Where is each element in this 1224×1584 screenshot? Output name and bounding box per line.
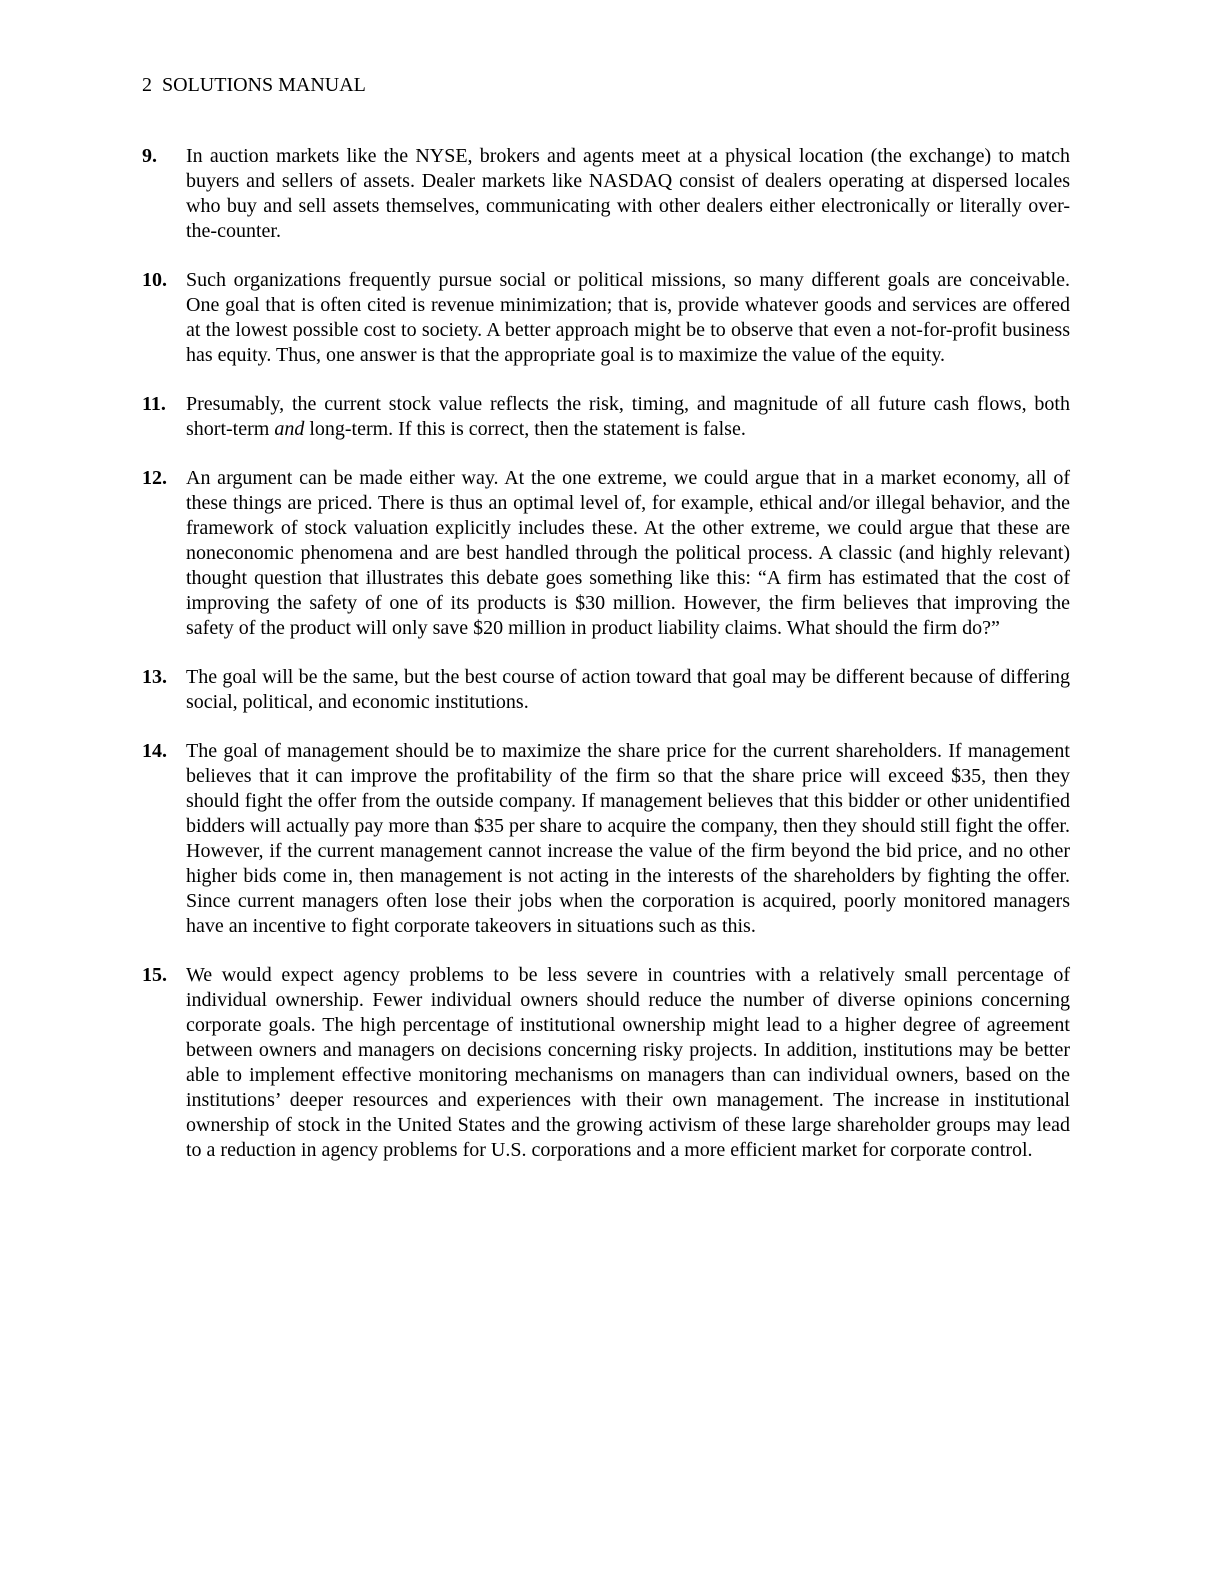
- answer-text-part: Presumably, the current stock value reflects the risk, timing, and magnitude of all future cash flows, both short-term: [186, 393, 1070, 440]
- answer-item: [142, 144, 1070, 244]
- answer-text: An argument can be made either way. At the one extreme, we could argue that in a market economy, all of these things are priced. There is thus an optimal level of, for example, ethical and/or illegal behavior, and the framework of stock valuation explicitly includes these. At the other extreme, we could argue that these are noneconomic phenomena and are best handled through the political process. A classic (and highly relevant) thought question that illustrates this debate goes something like this: “A firm has estimated that the cost of improving the safety of one of its products is $30 million. However, the firm believes that improving the safety of the product will only save $20 million in product liability claims. What should the firm do?”: [186, 467, 1070, 639]
- answer-item: [142, 466, 1070, 641]
- answer-number: 13.: [142, 666, 167, 688]
- answer-text: The goal will be the same, but the best course of action toward that goal may be different because of differing social, political, and economic institutions.: [186, 666, 1070, 713]
- running-title: SOLUTIONS MANUAL: [162, 74, 366, 96]
- answer-text: In auction markets like the NYSE, brokers and agents meet at a physical location (the exchange) to match buyers and sellers of assets. Dealer markets like NASDAQ consist of dealers operating at dispersed locales who buy and sell assets themselves, communicating with other dealers either electronically or literally over-the-counter.: [186, 145, 1070, 242]
- page-number: 2: [142, 74, 152, 96]
- answer-text: The goal of management should be to maximize the share price for the current shareholders. If management believes that it can improve the profitability of the firm so that the share price will exceed $35, then they should fight the offer from the outside company. If management believes that this bidder or other unidentified bidders will actually pay more than $35 per share to acquire the company, then they should still fight the offer. However, if the current management cannot increase the value of the firm beyond the bid price, and no other higher bids come in, then management is not acting in the interests of the shareholders by fighting the offer. Since current managers often lose their jobs when the corporation is acquired, poorly monitored managers have an incentive to fight corporate takeovers in situations such as this.: [186, 740, 1070, 937]
- answer-text: Such organizations frequently pursue social or political missions, so many different goals are conceivable. One goal that is often cited is revenue minimization; that is, provide whatever goods and services are offered at the lowest possible cost to society. A better approach might be to observe that even a not-for-profit business has equity. Thus, one answer is that the appropriate goal is to maximize the value of the equity.: [186, 269, 1070, 366]
- answer-number: 14.: [142, 740, 167, 762]
- answer-text: We would expect agency problems to be less severe in countries with a relatively small percentage of individual ownership. Fewer individual owners should reduce the number of diverse opinions concerning corporate goals. The high percentage of institutional ownership might lead to a higher degree of agreement between owners and managers on decisions concerning risky projects. In addition, institutions may be better able to implement effective monitoring mechanisms on managers than can individual owners, based on the institutions’ deeper resources and experiences with their own management. The increase in institutional ownership of stock in the United States and the growing activism of these large shareholder groups may lead to a reduction in agency problems for U.S. corporations and a more efficient market for corporate control.: [186, 964, 1070, 1161]
- answer-number: 15.: [142, 964, 167, 986]
- answer-list: [142, 144, 1070, 1187]
- answer-item: [142, 963, 1070, 1163]
- answer-item: [142, 268, 1070, 368]
- answer-number: 10.: [142, 269, 167, 291]
- answer-item: [142, 665, 1070, 715]
- answer-text-part: long-term. If this is correct, then the statement is false.: [304, 418, 746, 440]
- answer-text: [186, 392, 1070, 442]
- answer-number: 12.: [142, 467, 167, 489]
- answer-text-emphasis: and: [274, 418, 305, 440]
- running-header: [142, 72, 366, 98]
- answer-item: [142, 739, 1070, 939]
- answer-number: 9.: [142, 145, 157, 167]
- answer-item: [142, 392, 1070, 442]
- answer-number: 11.: [142, 393, 166, 415]
